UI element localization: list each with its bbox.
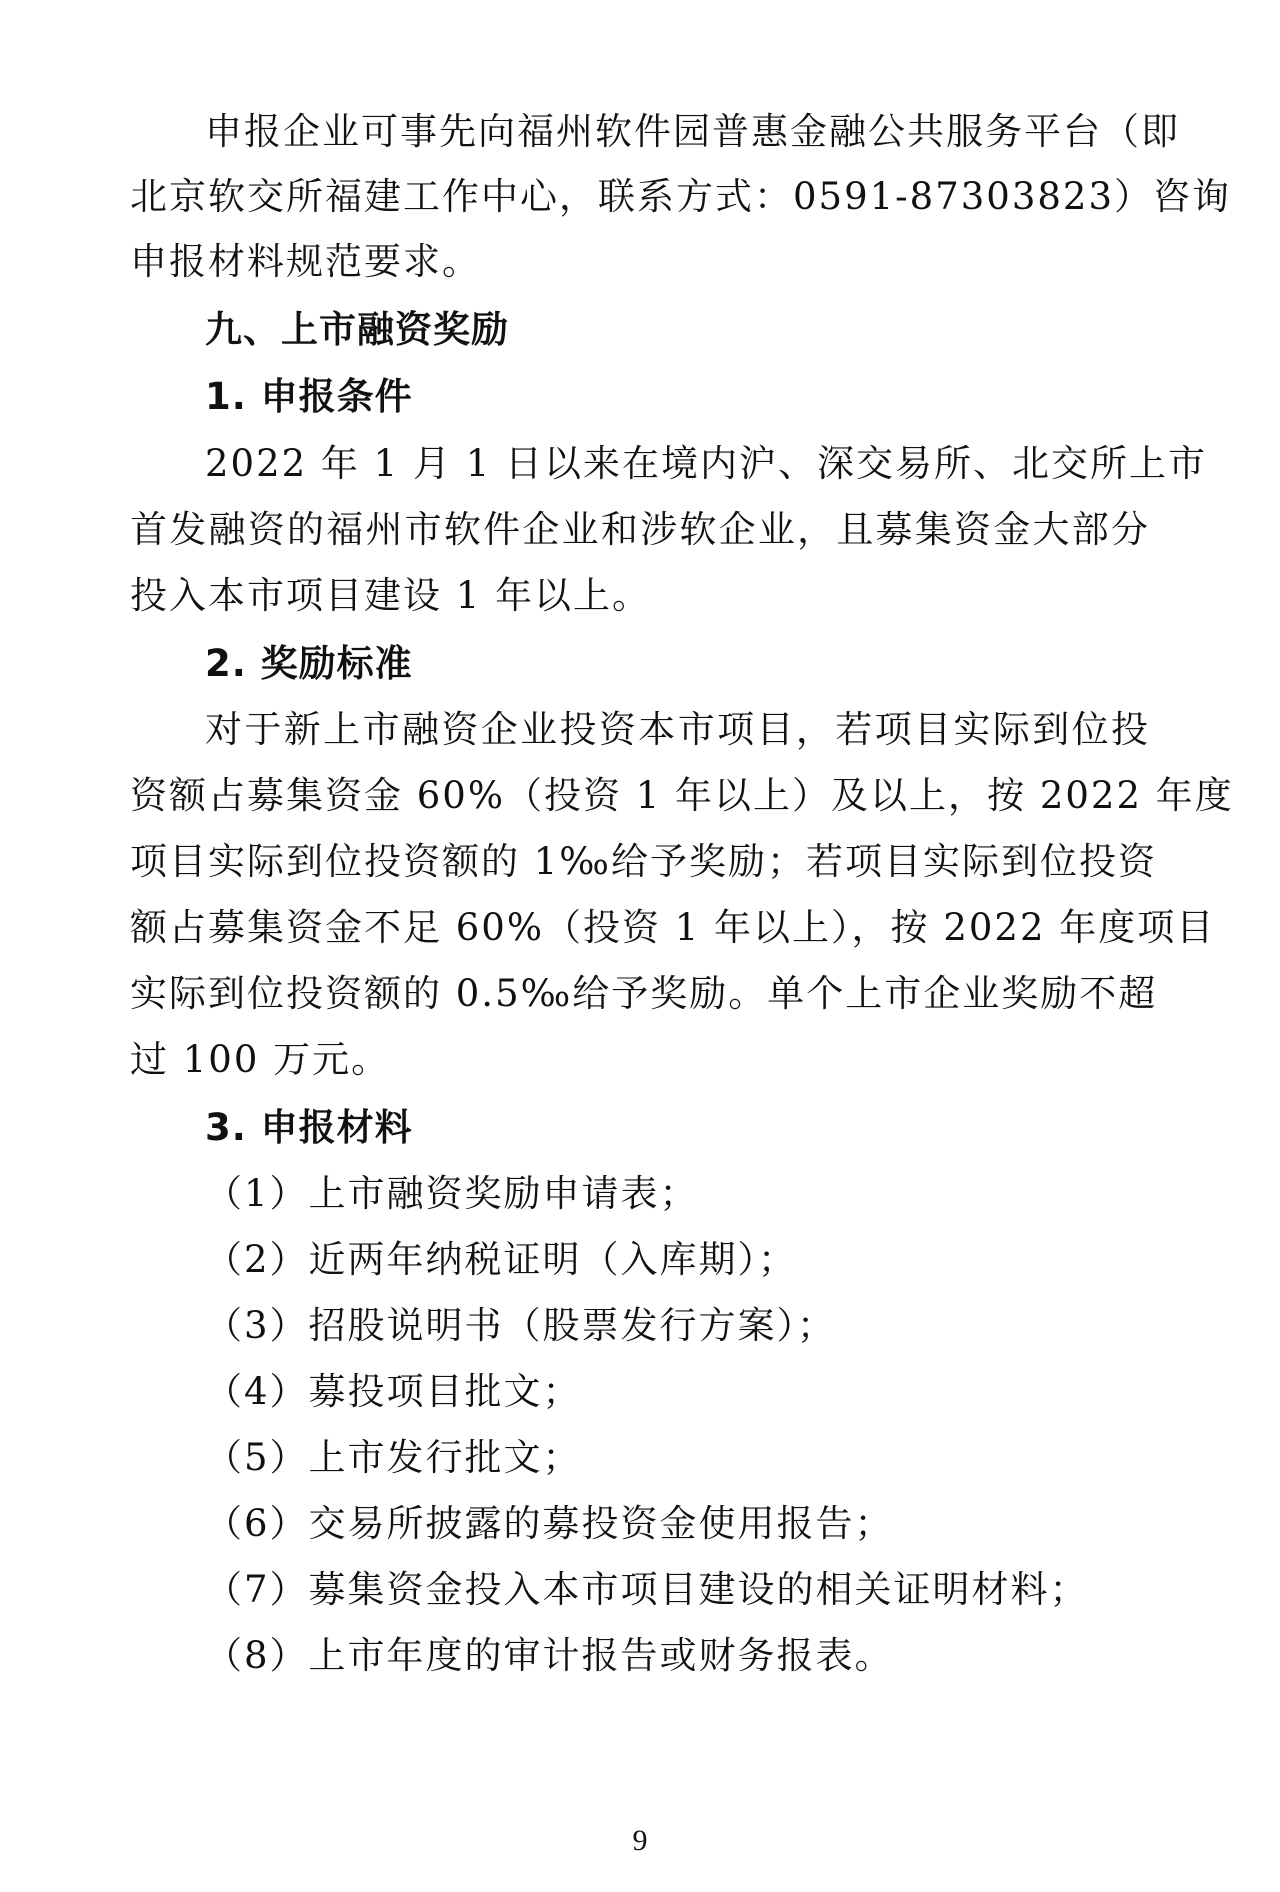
intro-line-3: 申报材料规范要求。	[130, 240, 481, 283]
material-item-5: （5）上市发行批文；	[205, 1436, 582, 1479]
sub1-line-3: 投入本市项目建设 1 年以上。	[130, 574, 652, 617]
material-item-7: （7）募集资金投入本市项目建设的相关证明材料；	[205, 1568, 1089, 1611]
section-title: 九、上市融资奖励	[205, 308, 509, 351]
sub2-line-5: 实际到位投资额的 0.5‰给予奖励。单个上市企业奖励不超	[130, 972, 1158, 1015]
material-item-1: （1）上市融资奖励申请表；	[205, 1172, 699, 1215]
intro-line-1: 申报企业可事先向福州软件园普惠金融公共服务平台（即	[205, 110, 1180, 153]
sub2-line-1: 对于新上市融资企业投资本市项目，若项目实际到位投	[205, 708, 1150, 751]
sub2-line-6: 过 100 万元。	[130, 1038, 391, 1081]
sub1-line-2: 首发融资的福州市软件企业和涉软企业，且募集资金大部分	[130, 508, 1150, 551]
sub3-title: 3. 申报材料	[205, 1106, 413, 1149]
material-item-6: （6）交易所披露的募投资金使用报告；	[205, 1502, 894, 1545]
sub2-line-3: 项目实际到位投资额的 1‰给予奖励；若项目实际到位投资	[130, 840, 1157, 883]
material-item-2: （2）近两年纳税证明（入库期）；	[205, 1238, 798, 1281]
sub2-line-4: 额占募集资金不足 60%（投资 1 年以上），按 2022 年度项目	[130, 906, 1216, 949]
sub1-title: 1. 申报条件	[205, 375, 413, 418]
sub1-line-1: 2022 年 1 月 1 日以来在境内沪、深交易所、北交所上市	[205, 442, 1208, 485]
intro-line-2: 北京软交所福建工作中心，联系方式：0591-87303823）咨询	[130, 175, 1231, 218]
sub2-line-2: 资额占募集资金 60%（投资 1 年以上）及以上，按 2022 年度	[130, 774, 1234, 817]
material-item-4: （4）募投项目批文；	[205, 1370, 582, 1413]
material-item-3: （3）招股说明书（股票发行方案）；	[205, 1304, 837, 1347]
material-item-8: （8）上市年度的审计报告或财务报表。	[205, 1634, 894, 1677]
page-number: 9	[632, 1824, 648, 1857]
sub2-title: 2. 奖励标准	[205, 642, 413, 685]
